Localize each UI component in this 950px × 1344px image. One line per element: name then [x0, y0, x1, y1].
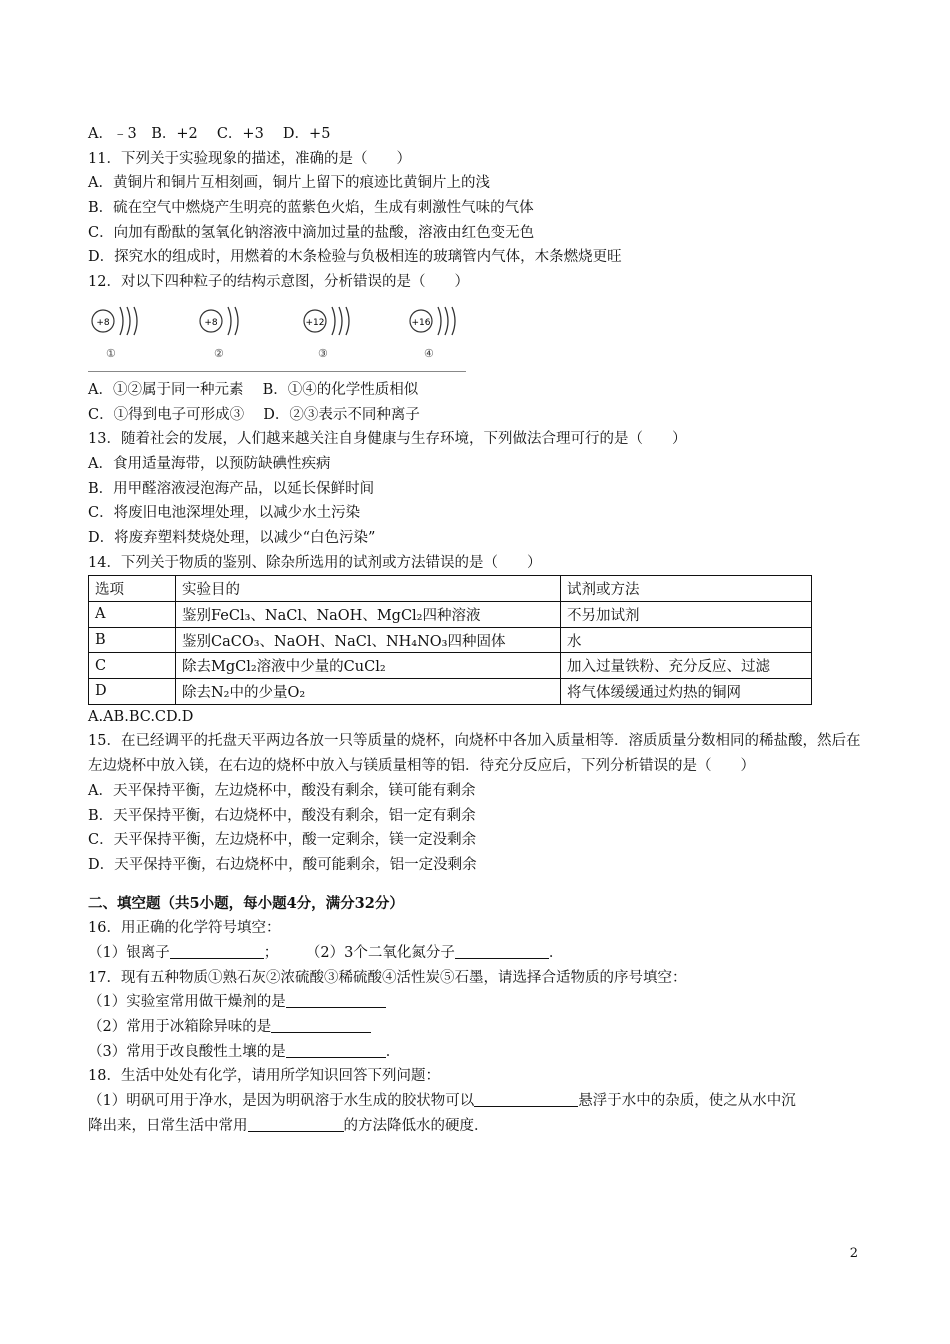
answer-blank[interactable]: [248, 1115, 344, 1132]
q17-part2: [88, 1015, 868, 1040]
table-header-row: [89, 576, 812, 602]
table-cell: 水: [561, 627, 812, 653]
particle-label: ②: [214, 346, 224, 360]
table-cell: C: [89, 653, 176, 679]
table-cell: 除去MgCl₂溶液中少量的CuCl₂: [176, 653, 561, 679]
q17-part1-label: （1）实验室常用做干燥剂的是: [88, 994, 286, 1011]
particle-label: ④: [424, 346, 434, 360]
q16-separator: ；: [263, 944, 279, 961]
particle-structure-figure: [88, 297, 466, 372]
q17-part1: [88, 990, 868, 1015]
nucleus-charge: +8: [96, 317, 110, 328]
nucleus-charge: +12: [305, 317, 325, 328]
table-row: [89, 602, 812, 628]
q18-text: 悬浮于水中的杂质，使之从水中沉: [578, 1093, 796, 1110]
electron-shell: [134, 307, 137, 335]
q16-part2-label: （2）3个二氧化氮分子: [305, 944, 455, 961]
table-row: [89, 679, 812, 705]
nucleus-charge: +8: [204, 317, 218, 328]
q14-options: A.AB.BC.CD.D: [88, 708, 194, 725]
table-header-cell: 实验目的: [176, 576, 561, 602]
q11-option-a: A．黄铜片和铜片互相刻画，铜片上留下的痕迹比黄铜片上的浅: [88, 175, 490, 192]
electron-shell: [346, 307, 349, 335]
page-number: 2: [849, 1246, 858, 1261]
q13-stem: 13．随着社会的发展，人们越来越关注自身健康与生存环境，下列做法合理可行的是（ ）: [88, 431, 687, 448]
q11-option-b: B．硫在空气中燃烧产生明亮的蓝紫色火焰，生成有刺激性气味的气体: [88, 200, 534, 217]
q15-option-d: D．天平保持平衡，右边烧杯中，酸可能剩余，铝一定没剩余: [88, 856, 477, 873]
electron-shell: [339, 307, 342, 335]
electron-shell: [235, 307, 238, 335]
atom-diagram: [300, 299, 360, 360]
q17-part3-label: （3）常用于改良酸性土壤的是: [88, 1043, 286, 1060]
q12-stem: 12．对以下四种粒子的结构示意图，分析错误的是（ ）: [88, 274, 469, 291]
particle-label: ①: [106, 346, 116, 360]
q14-stem: 14．下列关于物质的鉴别、除杂所选用的试剂或方法错误的是（ ）: [88, 554, 542, 571]
q16-stem: 16．用正确的化学符号填空：: [88, 920, 281, 937]
q15-option-b: B．天平保持平衡，右边烧杯中，酸没有剩余，铝一定有剩余: [88, 807, 476, 824]
table-cell: 不另加试剂: [561, 602, 812, 628]
answer-blank[interactable]: [170, 942, 264, 959]
q15-option-a: A．天平保持平衡，左边烧杯中，酸没有剩余，镁可能有剩余: [88, 782, 476, 799]
q18-part1-line2: [88, 1114, 868, 1139]
electron-shell: [445, 307, 448, 335]
table-row: [89, 627, 812, 653]
table-cell: D: [89, 679, 176, 705]
q17-end: ．: [385, 1043, 401, 1060]
q15-option-c: C．天平保持平衡，左边烧杯中，酸一定剩余，镁一定没剩余: [88, 832, 477, 849]
answer-blank[interactable]: [286, 1041, 386, 1058]
q15-stem: 15．在已经调平的托盘天平两边各放一只等质量的烧杯，向烧杯中各加入质量相等．溶质质量分数相同的稀盐酸，然后在左边烧杯中放入镁，在右边的烧杯中放入与镁质量相等的铝．待充分反应后，下列分析错误的是（ ）: [88, 733, 861, 775]
table-cell: 将气体缓缓通过灼热的铜网: [561, 679, 812, 705]
q11-stem: 11．下列关于实验现象的描述，准确的是（ ）: [88, 150, 411, 167]
table-cell: 鉴别FeCl₃、NaCl、NaOH、MgCl₂四种溶液: [176, 602, 561, 628]
q17-part2-label: （2）常用于冰箱除异味的是: [88, 1019, 272, 1036]
atom-diagram: [196, 299, 256, 360]
atom-diagram: [88, 299, 148, 360]
answer-blank[interactable]: [474, 1090, 578, 1107]
table-header-cell: 选项: [89, 576, 176, 602]
q13-option-d: D．将废弃塑料焚烧处理，以减少“白色污染”: [88, 529, 376, 546]
electron-shell: [127, 307, 130, 335]
answer-blank[interactable]: [455, 942, 549, 959]
q17-part3: [88, 1040, 868, 1065]
q11-option-c: C．向加有酚酞的氢氧化钠溶液中滴加过量的盐酸，溶液由红色变无色: [88, 224, 535, 241]
q18-text: 降出来，日常生活中常用: [88, 1117, 248, 1134]
section-heading: 二、填空题（共5小题，每小题4分，满分32分）: [88, 894, 404, 912]
q18-stem: 18．生活中处处有化学，请用所学知识回答下列问题：: [88, 1068, 440, 1085]
q13-option-a: A．食用适量海带，以预防缺碘性疾病: [88, 455, 331, 472]
q16-parts: [88, 941, 868, 966]
table-cell: 除去N₂中的少量O₂: [176, 679, 561, 705]
q10-options: A．﹣3 B．+2 C．+3 D．+5: [88, 126, 331, 142]
table-row: [89, 653, 812, 679]
q13-option-c: C．将废旧电池深埋处理，以减少水土污染: [88, 505, 361, 522]
q18-text: 的方法降低水的硬度．: [343, 1117, 489, 1134]
q17-stem: 17．现有五种物质①熟石灰②浓硫酸③稀硫酸④活性炭⑤石墨，请选择合适物质的序号填空：: [88, 969, 687, 986]
table-cell: 加入过量铁粉、充分反应、过滤: [561, 653, 812, 679]
answer-blank[interactable]: [286, 991, 386, 1008]
q12-options-row2: C．①得到电子可形成③ D．②③表示不同种离子: [88, 406, 420, 423]
q14-table: [88, 575, 812, 704]
q16-end: ．: [548, 944, 564, 961]
table-header-cell: 试剂或方法: [561, 576, 812, 602]
particle-label: ③: [318, 346, 328, 360]
electron-shell: [452, 307, 455, 335]
electron-shell: [228, 307, 231, 335]
table-cell: 鉴别CaCO₃、NaOH、NaCl、NH₄NO₃四种固体: [176, 627, 561, 653]
table-cell: B: [89, 627, 176, 653]
electron-shell: [332, 307, 335, 335]
electron-shell: [120, 307, 123, 335]
nucleus-charge: +16: [411, 317, 431, 328]
q11-option-d: D．探究水的组成时，用燃着的木条检验与负极相连的玻璃管内气体，木条燃烧更旺: [88, 249, 622, 266]
electron-shell: [438, 307, 441, 335]
atom-diagram: [406, 299, 466, 360]
q18-text: （1）明矾可用于净水，是因为明矾溶于水生成的胶状物可以: [88, 1093, 475, 1110]
answer-blank[interactable]: [271, 1016, 371, 1033]
q16-part1-label: （1）银离子: [88, 944, 170, 961]
q12-options-row1: A．①②属于同一种元素 B．①④的化学性质相似: [88, 381, 419, 398]
q13-option-b: B．用甲醛溶液浸泡海产品，以延长保鲜时间: [88, 480, 375, 497]
q18-part1-line1: [88, 1089, 868, 1114]
table-cell: A: [89, 602, 176, 628]
exam-page: [88, 122, 868, 1138]
